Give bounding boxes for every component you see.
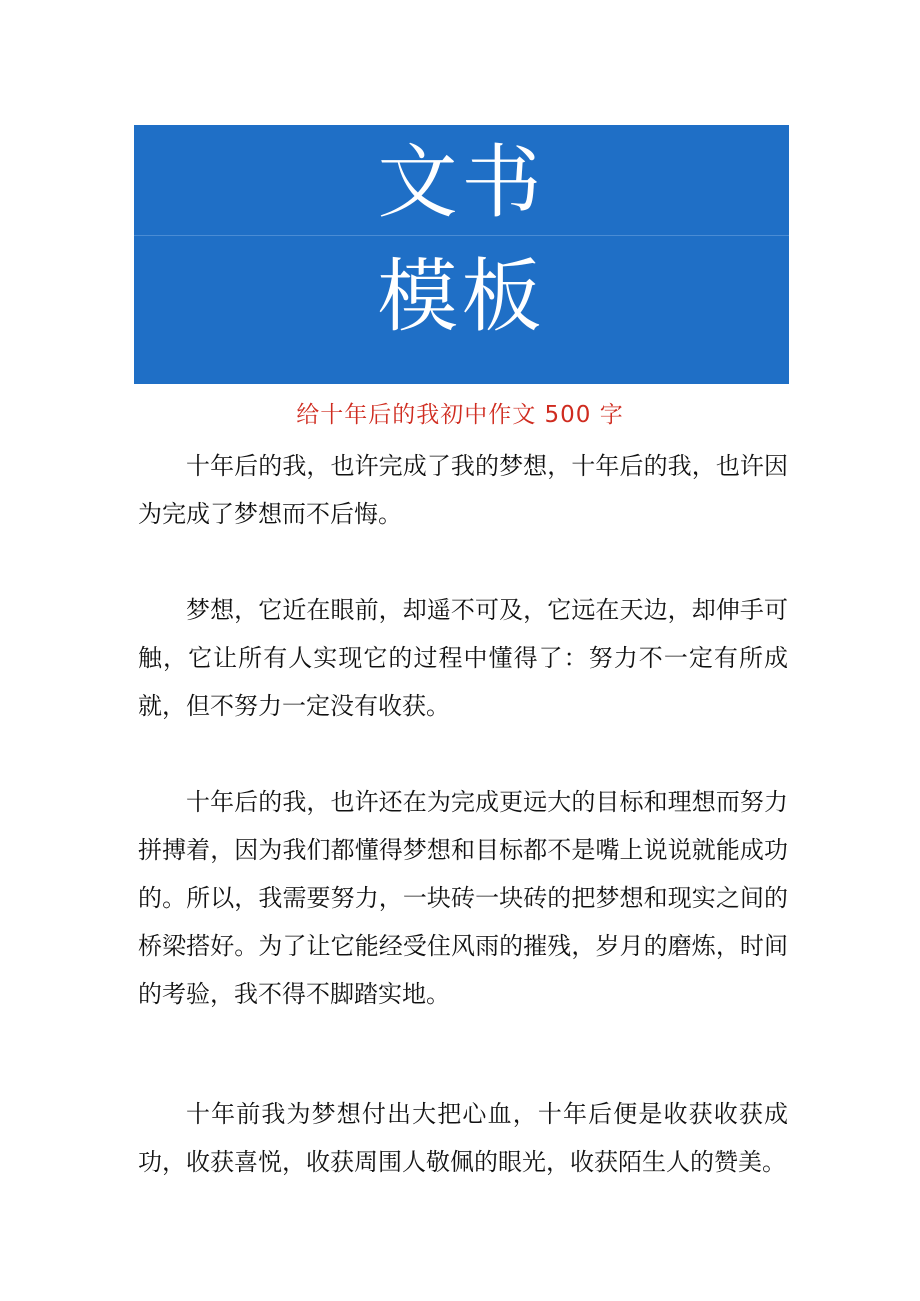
cover-banner [134, 125, 789, 384]
paragraph: 十年后的我，也许还在为完成更远大的目标和理想而努力拼搏着，因为我们都懂得梦想和目标都不是嘴上说说就能成功的。所以，我需要努力，一块砖一块砖的把梦想和现实之间的桥梁搭好。为了让它能经受住风雨的摧残，岁月的磨炼，时间的考验，我不得不脚踏实地。 [138, 788, 788, 1008]
paragraph: 梦想，它近在眼前，却遥不可及，它远在天边，却伸手可触，它让所有人实现它的过程中懂得了：努力不一定有所成就，但不努力一定没有收获。 [138, 596, 788, 720]
cover-title-line-2: 模板 [377, 250, 546, 343]
paragraph: 十年前我为梦想付出大把心血，十年后便是收获收获成功，收获喜悦，收获周围人敬佩的眼光，收获陌生人的赞美。 [138, 1100, 788, 1176]
essay-title: 给十年后的我初中作文 500 字 [296, 402, 624, 428]
cover-title-line-1: 文书 [377, 136, 546, 229]
paragraph: 十年后的我，也许完成了我的梦想，十年后的我，也许因为完成了梦想而不后悔。 [138, 452, 788, 528]
cover-divider [134, 235, 789, 236]
